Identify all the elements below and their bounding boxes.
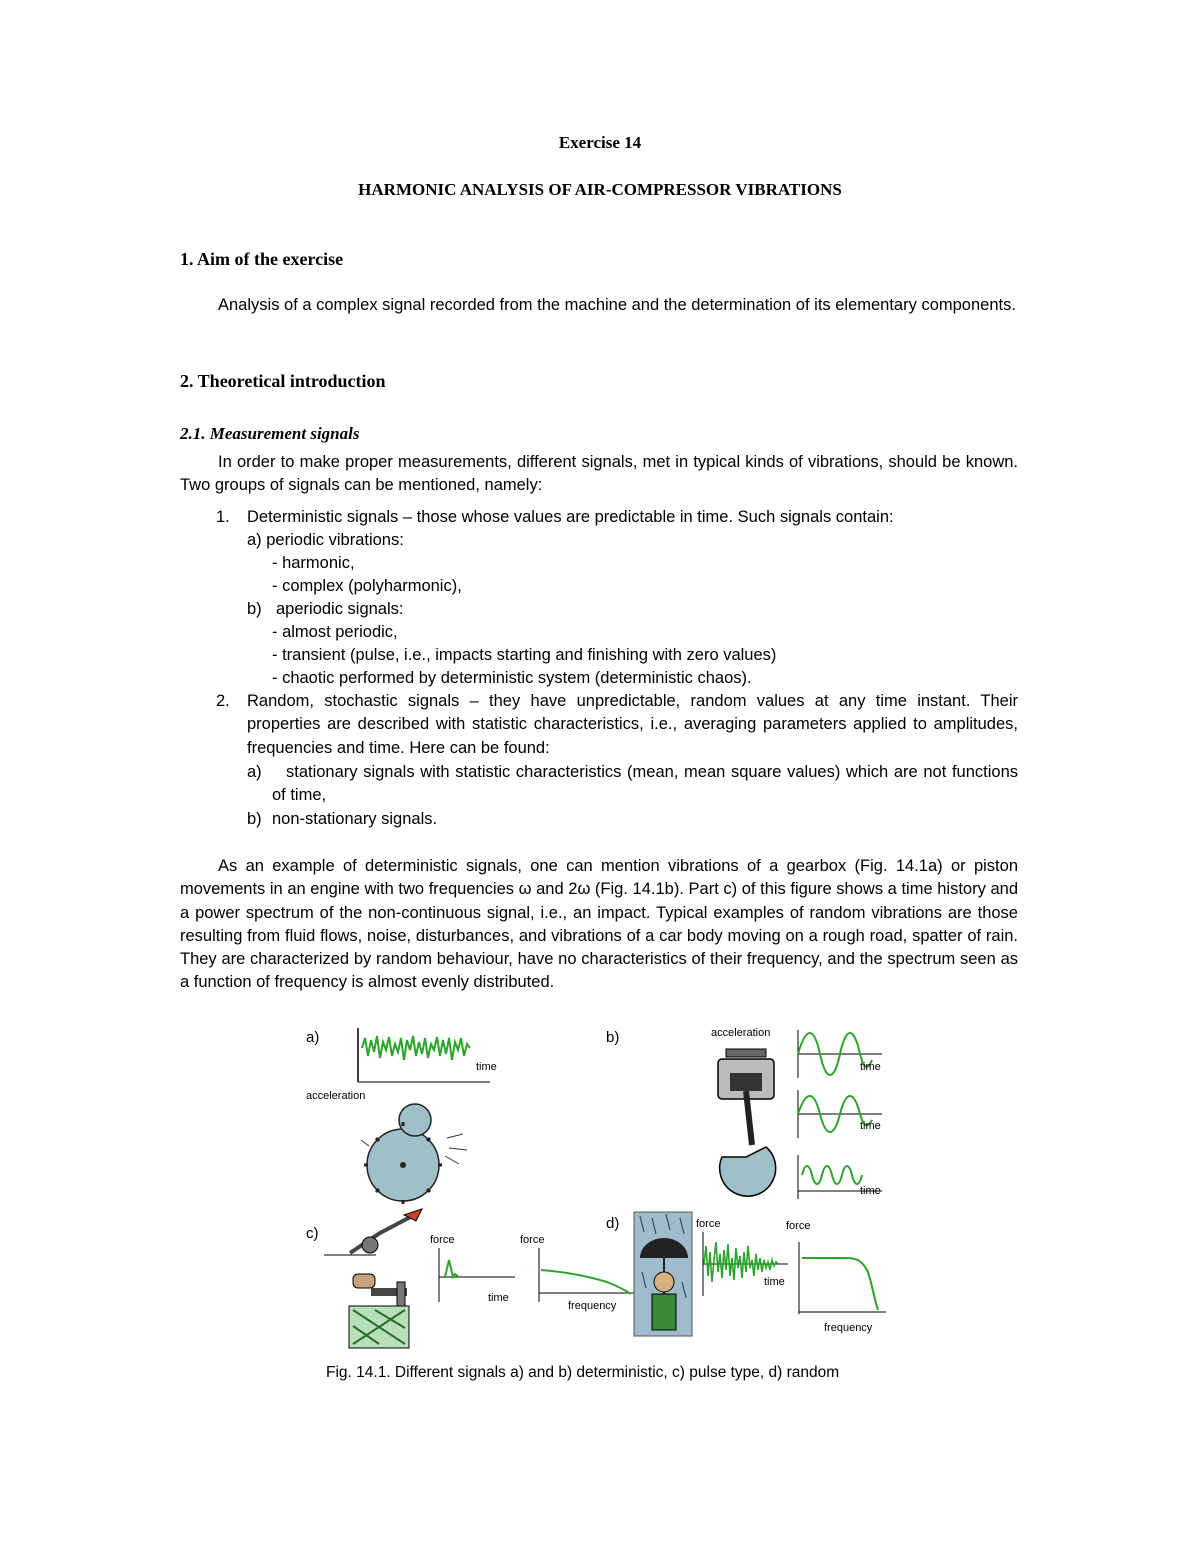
- panel-c-label: c): [306, 1225, 319, 1242]
- list-item-2: Random, stochastic signals – they have unpredictable, random values at any time instant. Their properties are described with statistic characteristics, i.e., averaging parameters applied to amplitudes, frequencies and time. Here can be found:: [247, 692, 1018, 757]
- panel-a-time-label: time: [476, 1061, 497, 1073]
- sublist-a-item: - harmonic,: [272, 554, 355, 572]
- item2-a-label: a): [247, 763, 262, 781]
- panel-a-label: a): [306, 1029, 320, 1046]
- section2-heading: 2. Theoretical introduction: [180, 371, 386, 391]
- panel-b-time-label-1: time: [860, 1061, 881, 1073]
- sublist-b-label: b): [247, 600, 262, 618]
- sublist-b-item: - transient (pulse, i.e., impacts starting and finishing with zero values): [272, 646, 777, 664]
- hammer-test-illustration: [345, 1268, 415, 1350]
- sublist-b-text: aperiodic signals:: [276, 600, 404, 618]
- panel-a-time-plot: [352, 1026, 492, 1086]
- sublist-b-item: - almost periodic,: [272, 623, 398, 641]
- impact-hammer-illustration: [320, 1205, 430, 1260]
- gearbox-signal-line: [362, 1036, 470, 1060]
- pulse-signal-line: [445, 1260, 459, 1277]
- list-item-1: Deterministic signals – those whose values are predictable in time. Such signals contain:: [247, 508, 894, 526]
- item2-a-text: stationary signals with statistic characteristics (mean, mean square values) which are not functions of time,: [272, 763, 1018, 805]
- list-number-2: 2.: [216, 692, 230, 710]
- item2-b-label: b): [247, 810, 262, 828]
- panel-c-time-label: time: [488, 1292, 509, 1304]
- pulse-spectrum-plot: [537, 1248, 637, 1304]
- panel-d-time-label: time: [764, 1276, 785, 1288]
- panel-b-time-label-3: time: [860, 1185, 881, 1197]
- section1-paragraph: Analysis of a complex signal recorded from the machine and the determination of its elementary components.: [218, 296, 1016, 314]
- sublist-a-label: a) periodic vibrations:: [247, 531, 404, 549]
- panel-b-time-label-2: time: [860, 1120, 881, 1132]
- random-spectrum-plot: [796, 1236, 888, 1316]
- piston-signal-plot-2: [794, 1090, 884, 1140]
- rain-person-illustration: [634, 1212, 692, 1338]
- panel-a-acceleration-label: acceleration: [306, 1090, 366, 1102]
- random-time-plot: [700, 1232, 790, 1298]
- example-paragraph: As an example of deterministic signals, one can mention vibrations of a gearbox (Fig. 14.1a) or piston movements in an engine with two frequencies ω and 2ω (Fig. 14.1b). Part c) of this figure shows a time history and a power spectrum of the non-continuous signal, i.e., an impact. Typical examples of random vibrations are those resulting from fluid flows, noise, disturbances, and vibrations of a car body moving on a rough road, spatter of rain. They are characterized by random behaviour, have no characteristics of their frequency, and the spectrum seen as a function of frequency is almost evenly distributed.: [180, 857, 1018, 992]
- list-number-1: 1.: [216, 508, 230, 526]
- panel-d-force-label-1: force: [696, 1218, 721, 1230]
- piston-engine-illustration: [712, 1045, 782, 1190]
- subsection-heading: 2.1. Measurement signals: [180, 424, 360, 443]
- panel-c-force-label-2: force: [520, 1234, 545, 1246]
- sublist-a-item: - complex (polyharmonic),: [272, 577, 462, 595]
- panel-b-acceleration-label: acceleration: [711, 1027, 771, 1039]
- figure-caption: Fig. 14.1. Different signals a) and b) deterministic, c) pulse type, d) random: [326, 1364, 840, 1381]
- intro-paragraph: In order to make proper measurements, different signals, met in typical kinds of vibrations, should be known. Two groups of signals can be mentioned, namely:: [180, 453, 1018, 495]
- gearbox-illustration: [355, 1100, 475, 1205]
- document-title: HARMONIC ANALYSIS OF AIR-COMPRESSOR VIBRATIONS: [358, 180, 842, 199]
- panel-d-label: d): [606, 1215, 620, 1232]
- pulse-spectrum-line: [541, 1270, 631, 1294]
- panel-d-frequency-label: frequency: [824, 1322, 873, 1334]
- panel-b-label: b): [606, 1029, 620, 1046]
- exercise-number: Exercise 14: [558, 133, 642, 152]
- item2-b-text: non-stationary signals.: [272, 810, 438, 828]
- piston-harmonic-3-line: [802, 1166, 862, 1184]
- panel-c-force-label-1: force: [430, 1234, 455, 1246]
- panel-d-force-label-2: force: [786, 1220, 811, 1232]
- sublist-b-item: - chaotic performed by deterministic system (deterministic chaos).: [272, 669, 752, 687]
- panel-c-frequency-label: frequency: [568, 1300, 617, 1312]
- small-gear-icon: [399, 1104, 431, 1136]
- section1-heading: 1. Aim of the exercise: [180, 249, 344, 269]
- random-spectrum-line: [802, 1258, 878, 1310]
